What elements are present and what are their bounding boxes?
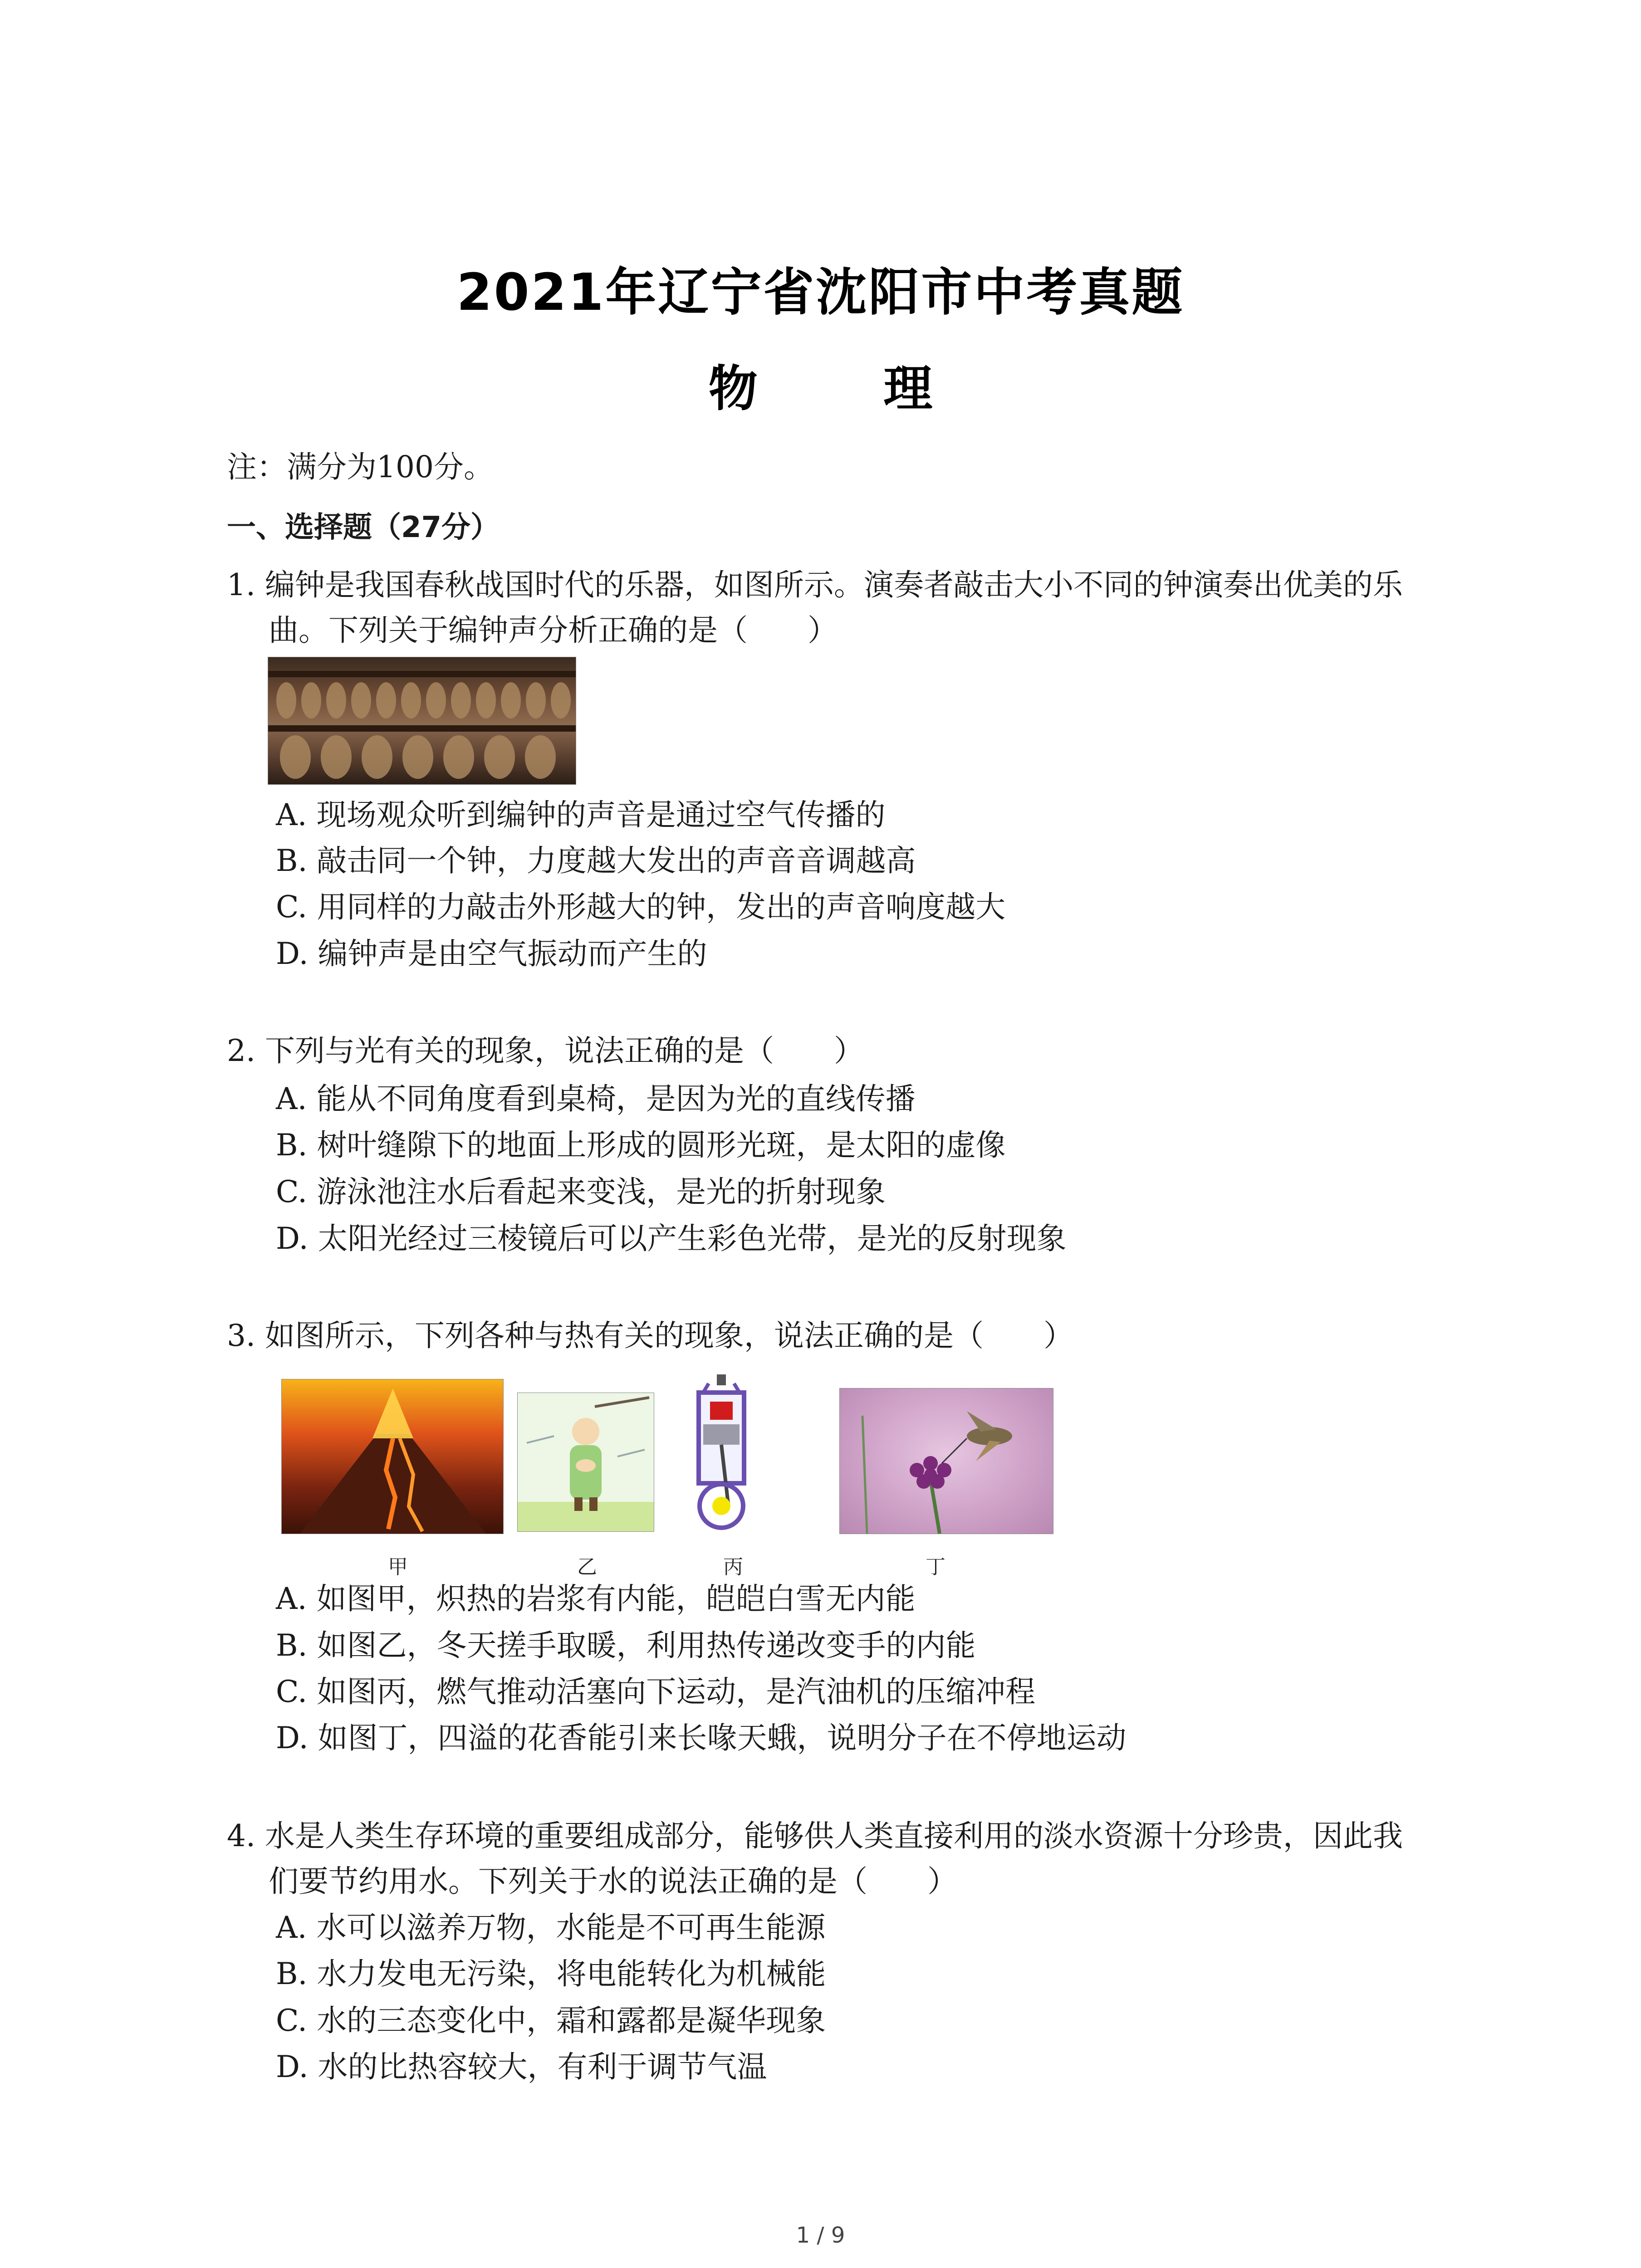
figure-caption-yi: 乙 (577, 1555, 597, 1579)
section-heading: 一、选择题（27分） (227, 511, 500, 544)
question-4-option-b: B. 水力发电无污染，将电能转化为机械能 (276, 1956, 826, 1991)
question-3-option-b: B. 如图乙，冬天搓手取暖，利用热传递改变手的内能 (276, 1628, 976, 1663)
question-4-option-c: C. 水的三态变化中，霜和露都是凝华现象 (276, 2003, 826, 2038)
question-2-option-d: D. 太阳光经过三棱镜后可以产生彩色光带，是光的反射现象 (276, 1221, 1067, 1256)
question-3-option-d: D. 如图丁，四溢的花香能引来长喙天蛾，说明分子在不停地运动 (276, 1721, 1127, 1755)
volcano-image (281, 1379, 504, 1534)
score-note: 注：满分为100分。 (227, 450, 494, 484)
question-1-option-c: C. 用同样的力敲击外形越大的钟，发出的声音响度越大 (276, 890, 1006, 924)
question-4-line-1: 4. 水是人类生存环境的重要组成部分，能够供人类直接利用的淡水资源十分珍贵，因此我 (227, 1818, 1403, 1853)
question-4-line-2: 们要节约用水。下列关于水的说法正确的是（ ） (269, 1864, 957, 1899)
subject-title: 物 理 (708, 361, 987, 417)
question-2-option-a: A. 能从不同角度看到桌椅，是因为光的直线传播 (276, 1081, 916, 1116)
question-1-option-a: A. 现场观众听到编钟的声音是通过空气传播的 (276, 797, 886, 832)
page-title: 2021年辽宁省沈阳市中考真题 (456, 263, 1185, 322)
question-3-option-c: C. 如图丙，燃气推动活塞向下运动，是汽油机的压缩冲程 (276, 1674, 1036, 1709)
hawk-moth-flower-image (839, 1388, 1053, 1534)
question-1-option-d: D. 编钟声是由空气振动而产生的 (276, 936, 707, 971)
question-1-option-b: B. 敲击同一个钟，力度越大发出的声音音调越高 (276, 843, 916, 878)
bianzhong-bells-image (268, 657, 576, 785)
figure-caption-bing: 丙 (723, 1555, 743, 1579)
question-2-option-b: B. 树叶缝隙下的地面上形成的圆形光斑，是太阳的虚像 (276, 1128, 1006, 1163)
figure-caption-ding: 丁 (926, 1555, 945, 1579)
question-3-option-a: A. 如图甲，炽热的岩浆有内能，皑皑白雪无内能 (276, 1581, 916, 1616)
question-1-line-1: 1. 编钟是我国春秋战国时代的乐器，如图所示。演奏者敲击大小不同的钟演奏出优美的乐 (227, 567, 1403, 602)
question-4-option-d: D. 水的比热容较大，有利于调节气温 (276, 2049, 767, 2084)
question-2-option-c: C. 游泳池注水后看起来变浅，是光的折射现象 (276, 1174, 886, 1209)
page-number: 1 / 9 (796, 2223, 845, 2248)
question-3-line-1: 3. 如图所示，下列各种与热有关的现象，说法正确的是（ ） (227, 1318, 1073, 1353)
question-1-line-2: 曲。下列关于编钟声分析正确的是（ ） (269, 613, 838, 648)
figure-caption-jia: 甲 (388, 1555, 408, 1579)
question-2-line-1: 2. 下列与光有关的现象，说法正确的是（ ） (227, 1033, 864, 1068)
rubbing-hands-image (517, 1393, 654, 1532)
engine-cylinder-image (685, 1374, 758, 1538)
question-4-option-a: A. 水可以滋养万物，水能是不可再生能源 (276, 1910, 826, 1945)
